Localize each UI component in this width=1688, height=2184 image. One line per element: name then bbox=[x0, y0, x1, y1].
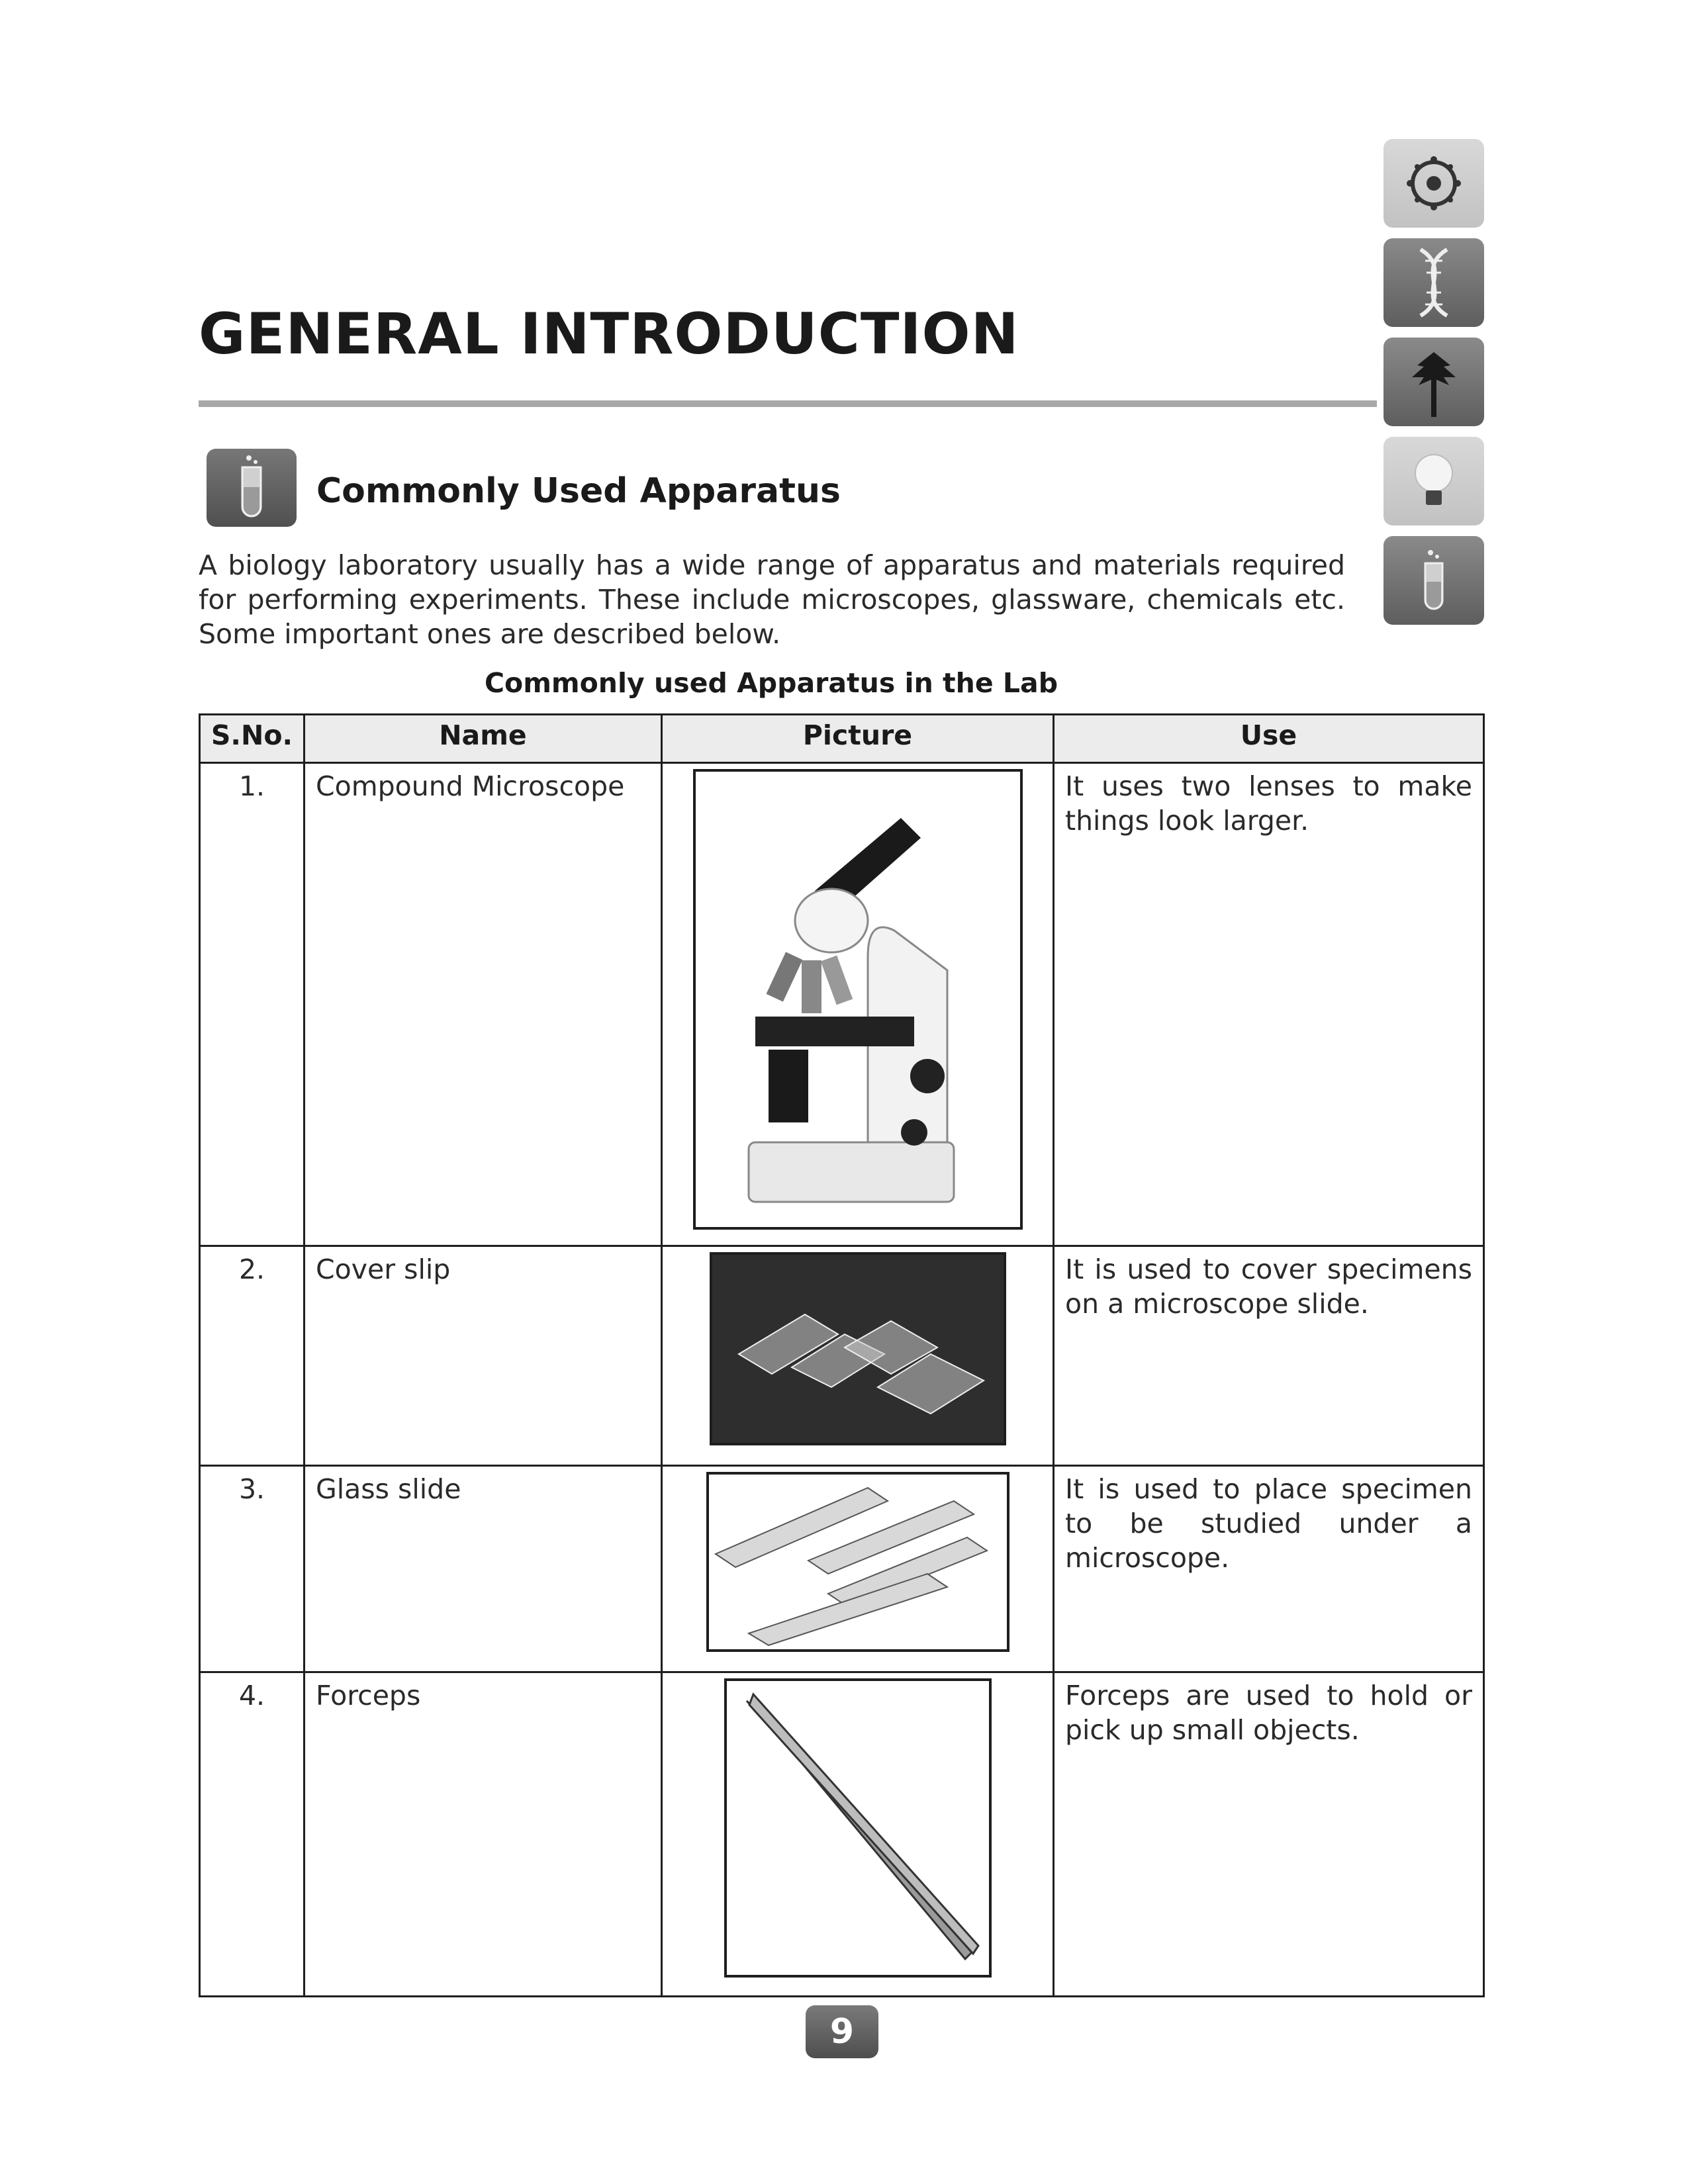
row-use: It is used to cover specimens on a microscope slide. bbox=[1054, 1246, 1484, 1466]
section-icon bbox=[207, 449, 297, 527]
row-name: Cover slip bbox=[305, 1246, 662, 1466]
row-use: It is used to place specimen to be studied under a microscope. bbox=[1054, 1466, 1484, 1672]
title-divider bbox=[199, 400, 1377, 407]
column-header-name: Name bbox=[305, 715, 662, 763]
row-sno: 1. bbox=[200, 763, 305, 1246]
row-sno: 2. bbox=[200, 1246, 305, 1466]
cover-slip-image bbox=[710, 1252, 1006, 1445]
table-row bbox=[200, 1466, 1484, 1672]
cell-icon bbox=[1401, 150, 1467, 216]
cell-tab[interactable] bbox=[1383, 139, 1484, 228]
intro-paragraph: A biology laboratory usually has a wide range of apparatus and materials required for performing experiments. These include microscopes, glassware, chemicals etc. Some important ones are described below. bbox=[199, 549, 1345, 650]
row-use: Forceps are used to hold or pick up small objects. bbox=[1054, 1672, 1484, 1997]
column-header-picture: Picture bbox=[662, 715, 1054, 763]
table-caption: Commonly used Apparatus in the Lab bbox=[484, 667, 1058, 699]
row-name: Glass slide bbox=[305, 1466, 662, 1672]
glass-slide-image bbox=[706, 1472, 1009, 1652]
forceps-image bbox=[724, 1678, 992, 1978]
row-name: Forceps bbox=[305, 1672, 662, 1997]
row-sno: 3. bbox=[200, 1466, 305, 1672]
table-row bbox=[200, 1672, 1484, 1997]
page-title: GENERAL INTRODUCTION bbox=[199, 301, 1019, 367]
test-tube-icon bbox=[207, 449, 297, 527]
plant-icon bbox=[1404, 345, 1464, 418]
row-name: Compound Microscope bbox=[305, 763, 662, 1246]
test-tube-icon bbox=[1411, 547, 1457, 614]
column-header-sno: S.No. bbox=[200, 715, 305, 763]
row-sno: 4. bbox=[200, 1672, 305, 1997]
bulb-icon bbox=[1407, 448, 1460, 514]
dna-tab[interactable] bbox=[1383, 238, 1484, 327]
chapter-tabs bbox=[1383, 139, 1488, 635]
column-header-use: Use bbox=[1054, 715, 1484, 763]
section-heading: Commonly Used Apparatus bbox=[316, 471, 841, 511]
dna-icon bbox=[1404, 246, 1464, 319]
microscope-image bbox=[693, 769, 1023, 1230]
table-header-row bbox=[200, 715, 1484, 763]
table-row bbox=[200, 763, 1484, 1246]
page-number-badge: 9 bbox=[806, 2005, 878, 2058]
bulb-tab[interactable] bbox=[1383, 437, 1484, 525]
row-use: It uses two lenses to make things look larger. bbox=[1054, 763, 1484, 1246]
plant-tab[interactable] bbox=[1383, 338, 1484, 426]
apparatus-table bbox=[199, 713, 1485, 1997]
apparatus-tab[interactable] bbox=[1383, 536, 1484, 625]
table-row bbox=[200, 1246, 1484, 1466]
